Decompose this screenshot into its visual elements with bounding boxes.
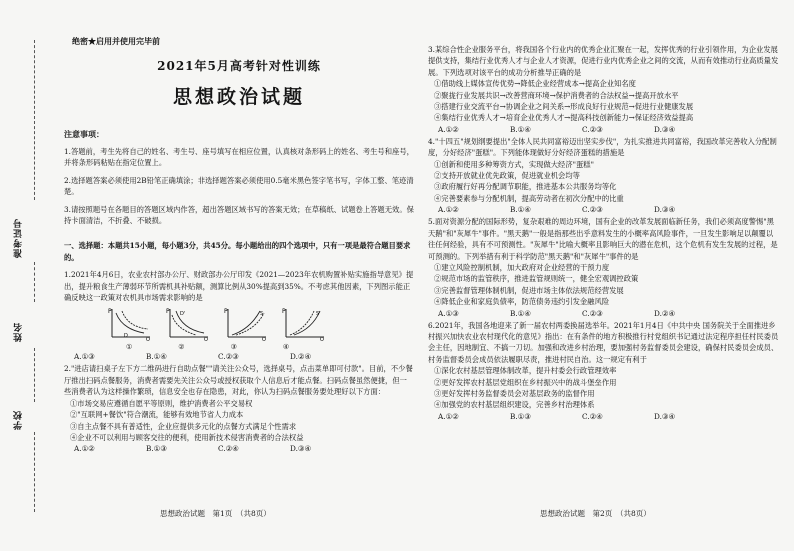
question-4-stem: 4."十四五"规划纲要提出"全体人民共同富裕迈出坚实步伐"，为扎实推进共同富裕，我国改革完善收入分配制度，分好经济"蛋糕"。下列能体现做好分好经济蛋糕的措施是 [428, 136, 777, 158]
option-c: C.②③ [582, 205, 603, 215]
option-d: D.③④ [654, 205, 675, 215]
binding-line [34, 40, 35, 200]
q3-options [438, 124, 780, 136]
graph-label: ③ [230, 343, 237, 352]
option-c: C.②④ [218, 444, 239, 454]
option-a: A.①③ [438, 308, 459, 318]
statement: ③搭建行业交流平台→协调企业之间关系→形成良好行业规范→促进行业健康发展 [434, 102, 694, 112]
option-c: C.②③ [582, 308, 603, 318]
statement: ①创新和使用多种筹资方式，实现做大经济"蛋糕" [434, 159, 594, 169]
statement: ②聚拢行业发展共识→改善营商环境→保护消费者的合法权益→提高开放水平 [434, 90, 679, 100]
page-footer-left: 思想政治试题 第1页 （共8页） [160, 509, 271, 518]
svg-text:P: P [282, 308, 286, 316]
statement: ②更好发挥农村基层党组织在乡村振兴中的战斗堡垒作用 [434, 377, 617, 387]
option-c: C.②③ [218, 352, 239, 362]
option-b: B.①④ [510, 205, 531, 215]
option-c: C.②③ [582, 124, 603, 134]
q4-options [438, 204, 780, 216]
school-label: 学校 [14, 410, 24, 430]
statement: ①深化农村基层管理体制改革，提升村委会行政管理效率 [434, 366, 617, 376]
option-b: B.①④ [510, 124, 531, 134]
q6-options [438, 411, 780, 423]
statement: ③更好发挥村务监督委员会对基层政务的监督作用 [434, 388, 595, 398]
svg-text:S: S [260, 311, 264, 318]
exam-title: 2021年5月高考针对性训练 [157, 59, 321, 73]
svg-text:P: P [224, 308, 228, 316]
statement: ②"互联网+餐饮"符合潮流，能够有效地节省人力成本 [70, 410, 244, 420]
supply-demand-graph [282, 307, 326, 341]
svg-text:Q: Q [204, 337, 208, 342]
notice-item: 2.选择题答案必须使用2B铅笔正确填涂；非选择题答案必须使用0.5毫米黑色签字笔书写，字体工整、笔迹清楚。 [64, 175, 414, 197]
option-d: D.③④ [654, 411, 675, 421]
supply-demand-graph [166, 307, 210, 341]
option-d: D.③④ [290, 444, 311, 454]
statement: ①建立风险控制机制，加大政府对企业经营的干预力度 [434, 262, 610, 272]
option-c: C.②④ [582, 411, 603, 421]
svg-text:Q: Q [262, 337, 266, 342]
option-b: B.①④ [510, 308, 531, 318]
question-5-stem: 5.面对资源分配的国际形势，复杂艰难的周边环境，国有企业的改革发展面临新任务，我们必须高度警惕"黑天鹅"和"灰犀牛"事件。"黑天鹅"一般是指那些出乎意料发生的小概率高风险事件，一旦发生影响足以颠覆以往任何经验，具有不可预测性。"灰犀牛"比喻大概率且影响巨大的潜在危机，这个危机有发生发展的过程，是可预测的。下列举措有利于科学防范"黑天鹅"和"灰犀牛"事件的是 [428, 217, 778, 261]
confidential-seal: 绝密★启用并使用完毕前 [72, 36, 160, 46]
q1-options [74, 351, 414, 363]
binding-strip [0, 0, 62, 551]
q1-graphs [108, 307, 414, 341]
statement: ③政府履行好再分配调节职能，推进基本公共服务均等化 [434, 182, 617, 192]
option-a: A.①② [438, 411, 459, 421]
statement: ④完善要素参与分配机制，提高劳动者在初次分配中的比重 [434, 193, 624, 203]
svg-text:Q: Q [146, 337, 150, 342]
binding-line [34, 348, 35, 402]
svg-text:Q: Q [320, 337, 324, 342]
notice-item: 1.答题前，考生先将自己的姓名、考生号、座号填写在相应位置，认真核对条形码上的姓名、考生号和座号，并将条形码粘贴在指定位置上。 [64, 147, 414, 168]
ticket-number-label: 准考证号 [14, 218, 24, 258]
statement: ①市场交易应遵循自愿平等原则，维护消费者公平交易权 [70, 398, 253, 408]
graph-label: ④ [282, 343, 290, 352]
statement: ④降低企业和家庭负债率，防范债务违约引发金融风险 [434, 297, 610, 307]
graph-label: ① [126, 343, 133, 352]
graph-label: ② [178, 343, 185, 352]
notice-heading: 注意事项： [64, 129, 104, 139]
option-d: D.③④ [654, 124, 675, 134]
option-a: A.①③ [74, 352, 95, 362]
statement: ①借助线上媒体宣传优势→降低企业经营成本→提高企业知名度 [434, 79, 636, 89]
q2-options [74, 443, 414, 455]
option-a: A.①② [438, 124, 459, 134]
binding-line [34, 432, 35, 512]
svg-text:P: P [108, 308, 112, 316]
option-b: B.①④ [146, 352, 167, 362]
statement: ②规范市场的监管秩序，推进监管规则统一，健全宏观调控政策 [434, 274, 639, 284]
statement: ④集结行业优秀人才→培育企业优秀人才→提高科技创新能力→保证经济效益提高 [434, 113, 694, 123]
name-label: 姓名 [14, 322, 24, 342]
supply-demand-graph [108, 307, 152, 341]
svg-text:D': D' [180, 311, 186, 318]
question-1-stem: 1.2021年4月6日，农业农村部办公厅、财政部办公厅印发《2021—2023年农机购置补贴实施指导意见》提出，提升粮食生产薄弱环节所需机具补贴额，测算比例从30%提高到35%。不考虑其他因素，下列图示能正确反映这一政策对农机具市场需求影响的是 [64, 270, 414, 303]
statement: ③完善监督管理体制机制，促进市场主体依法规范经营发展 [434, 285, 624, 295]
option-a: A.①② [74, 444, 95, 454]
subject-title: 思想政治试题 [172, 86, 305, 108]
statement: ③自主点餐不具有普适性，企业应提供多元化的点餐方式满足个性需求 [70, 421, 297, 431]
supply-demand-graph [224, 307, 268, 341]
notice-item: 3.请按照题号在各题目的答题区域内作答，超出答题区域书写的答案无效；在草稿纸、试题卷上答题无效。保持卡面清洁，不折叠、不破损。 [64, 204, 414, 226]
page-footer-right: 思想政治试题 第2页 （共8页） [540, 509, 651, 518]
svg-text:D: D [124, 333, 128, 340]
option-b: B.①③ [146, 444, 167, 454]
svg-text:P: P [166, 308, 170, 316]
binding-line [34, 262, 35, 302]
statement: ②支持开放就业优先政策，促进就业机会均等 [434, 171, 580, 181]
page-2 [428, 44, 780, 423]
statement: ④加强党的农村基层组织建设，完善乡村治理体系 [434, 400, 595, 410]
question-2-stem: 2."进店请扫桌子左下方二维码进行自助点餐""请关注公众号，选择桌号，点击菜单即可付款"。目前，不少餐厅推出扫码点餐服务，消费者需要先关注公众号或授权获取个人信息后才能点餐。扫码点餐虽然便捷，但一些消费者认为这样操作繁琐，信息安全也存在隐患，对此，你认为扫码点餐服务要处理好以下方面： [64, 364, 413, 397]
option-d: D.②④ [654, 308, 675, 318]
option-a: A.①② [438, 205, 459, 215]
option-d: D.②④ [290, 352, 311, 362]
section-heading: 一、选择题：本题共15小题，每小题3分，共45分。每小题给出的四个选项中，只有一项是最符合题目要求的。 [64, 241, 411, 262]
svg-text:S': S' [316, 311, 321, 318]
statement: ④企业不可以利用与顾客交往的便利，使用新技术侵害消费者的合法权益 [70, 432, 304, 442]
q5-options [438, 308, 780, 320]
question-3-stem: 3.某综合性企业服务平台，将我国各个行业内的优秀企业汇聚在一起，发挥优秀的行业引领作用，为企业发展提供支持，集结行业优秀人才与企业人才资源，促进行业内优秀企业之间的交流，从而有效推动行业高质量发展。下列选项对该平台的成功分析推导正确的是 [428, 45, 779, 77]
option-b: B.①③ [510, 411, 531, 421]
page-1 [64, 36, 414, 455]
question-6-stem: 6.2021年，我国各地迎来了新一届农村两委换届选举年。2021年1月4日《中共中央 国务院关于全面推进乡村振兴加快农业农村现代化的意见》指出：在有条件的地方积极推行村党组织书记通过法定程序担任村民委员会主任，因地制宜、不搞一刀切。加强和改进乡村治理，要加强村务监督委员会建设，确保村民委员会成员、村务监督委员会成员依法履职尽责，推进村民自治。这一规定有利于 [428, 320, 779, 364]
